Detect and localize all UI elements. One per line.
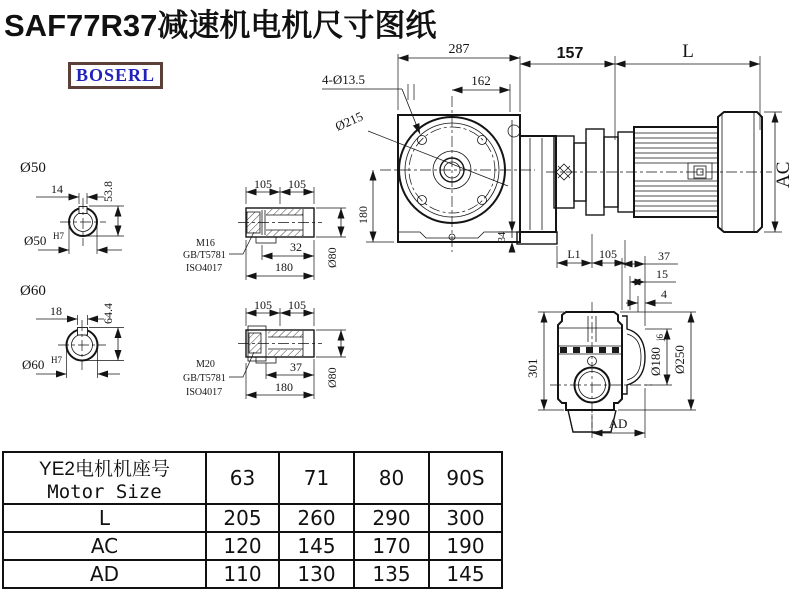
dim-o180: Ø180 — [648, 347, 663, 376]
row-label-AD: AD — [3, 560, 206, 588]
cell-AC-80: 170 — [354, 532, 429, 560]
dim-d2-180: 180 — [275, 380, 293, 394]
table-header-cn: YE2电机机座号 — [39, 458, 170, 480]
label-d2-thread: M20 — [196, 359, 215, 370]
dim-d1-105b: 105 — [288, 177, 306, 191]
cell-AC-71: 145 — [279, 532, 354, 560]
dim-d1-32: 32 — [290, 240, 302, 254]
dim-d2-105a: 105 — [254, 298, 272, 312]
dim-d1-105a: 105 — [254, 177, 272, 191]
dim-d1-o80: Ø80 — [325, 247, 339, 268]
dim-rear-105: 105 — [599, 247, 617, 261]
motor-size-table — [2, 451, 503, 589]
section-view-o50 — [20, 160, 124, 254]
dim-287: 287 — [448, 42, 470, 57]
dim-644: 64.4 — [101, 303, 115, 324]
table-row-L — [3, 504, 502, 532]
dim-keyway-18: 18 — [50, 304, 62, 318]
cell-AD-63: 110 — [206, 560, 279, 588]
dim-o180-tol: j6 — [655, 333, 665, 341]
col-80: 80 — [354, 452, 429, 504]
dim-keyway-14: 14 — [51, 182, 63, 196]
dim-motor-length-L: L — [682, 41, 694, 62]
dim-rear-4: 4 — [661, 287, 667, 301]
dim-bolt-holes: 4-Ø13.5 — [322, 72, 365, 87]
dim-motor-diameter-AC: AC — [773, 161, 794, 188]
dim-157: 157 — [556, 45, 584, 62]
dim-d2-o80: Ø80 — [325, 367, 339, 388]
dim-bore-o60: Ø60 — [22, 357, 45, 372]
dim-rear-15: 15 — [656, 267, 668, 281]
label-d2-std1: GB/T5781 — [183, 373, 226, 384]
row-label-L: L — [3, 504, 206, 532]
table-row-AD — [3, 560, 502, 588]
dim-L1: L1 — [567, 247, 581, 261]
dim-bore-o50: Ø50 — [24, 233, 47, 248]
dim-bore-o60-tol: H7 — [51, 355, 62, 365]
shaft-detail-m20 — [183, 298, 346, 399]
table-header-row — [3, 452, 502, 504]
dim-301: 301 — [525, 358, 540, 378]
col-63: 63 — [206, 452, 279, 504]
rear-view — [525, 234, 696, 438]
dim-d2-37: 37 — [290, 360, 302, 374]
logo-text: BOSERL — [76, 65, 156, 85]
cell-AD-71: 130 — [279, 560, 354, 588]
label-d1-std2: ISO4017 — [186, 263, 223, 274]
label-d2-std2: ISO4017 — [186, 387, 223, 398]
dim-34: 34 — [497, 232, 508, 242]
page-title: SAF77R37减速机电机尺寸图纸 — [4, 8, 437, 43]
table-header-motor-size — [3, 452, 206, 504]
shaft-detail-m16 — [183, 177, 346, 280]
dim-rear-37: 37 — [658, 249, 670, 263]
table-row-AC — [3, 532, 502, 560]
cell-L-90s: 300 — [429, 504, 502, 532]
front-view — [322, 42, 535, 252]
dim-d1-180: 180 — [275, 260, 293, 274]
cell-AC-90s: 190 — [429, 532, 502, 560]
dim-bore-o50-tol: H7 — [53, 231, 64, 241]
dim-o250: Ø250 — [672, 345, 687, 374]
dim-AD: AD — [608, 416, 628, 431]
cell-AC-63: 120 — [206, 532, 279, 560]
row-label-AC: AC — [3, 532, 206, 560]
section-view-o60 — [20, 283, 124, 378]
boserl-logo — [68, 62, 163, 89]
dim-538: 53.8 — [101, 181, 115, 202]
col-71: 71 — [279, 452, 354, 504]
dim-180-height: 180 — [356, 206, 370, 224]
cell-AD-80: 135 — [354, 560, 429, 588]
label-o60: Ø60 — [20, 283, 46, 299]
label-d1-std1: GB/T5781 — [183, 250, 226, 261]
cell-AD-90s: 145 — [429, 560, 502, 588]
table-header-en: Motor Size — [47, 480, 162, 503]
dim-d2-105b: 105 — [288, 298, 306, 312]
col-90s: 90S — [429, 452, 502, 504]
dim-o215: Ø215 — [332, 108, 366, 134]
cell-L-80: 290 — [354, 504, 429, 532]
side-view-motor — [517, 41, 794, 244]
cell-L-63: 205 — [206, 504, 279, 532]
label-d1-thread: M16 — [196, 238, 215, 249]
label-o50: Ø50 — [20, 160, 46, 176]
cell-L-71: 260 — [279, 504, 354, 532]
dim-162: 162 — [471, 73, 491, 88]
